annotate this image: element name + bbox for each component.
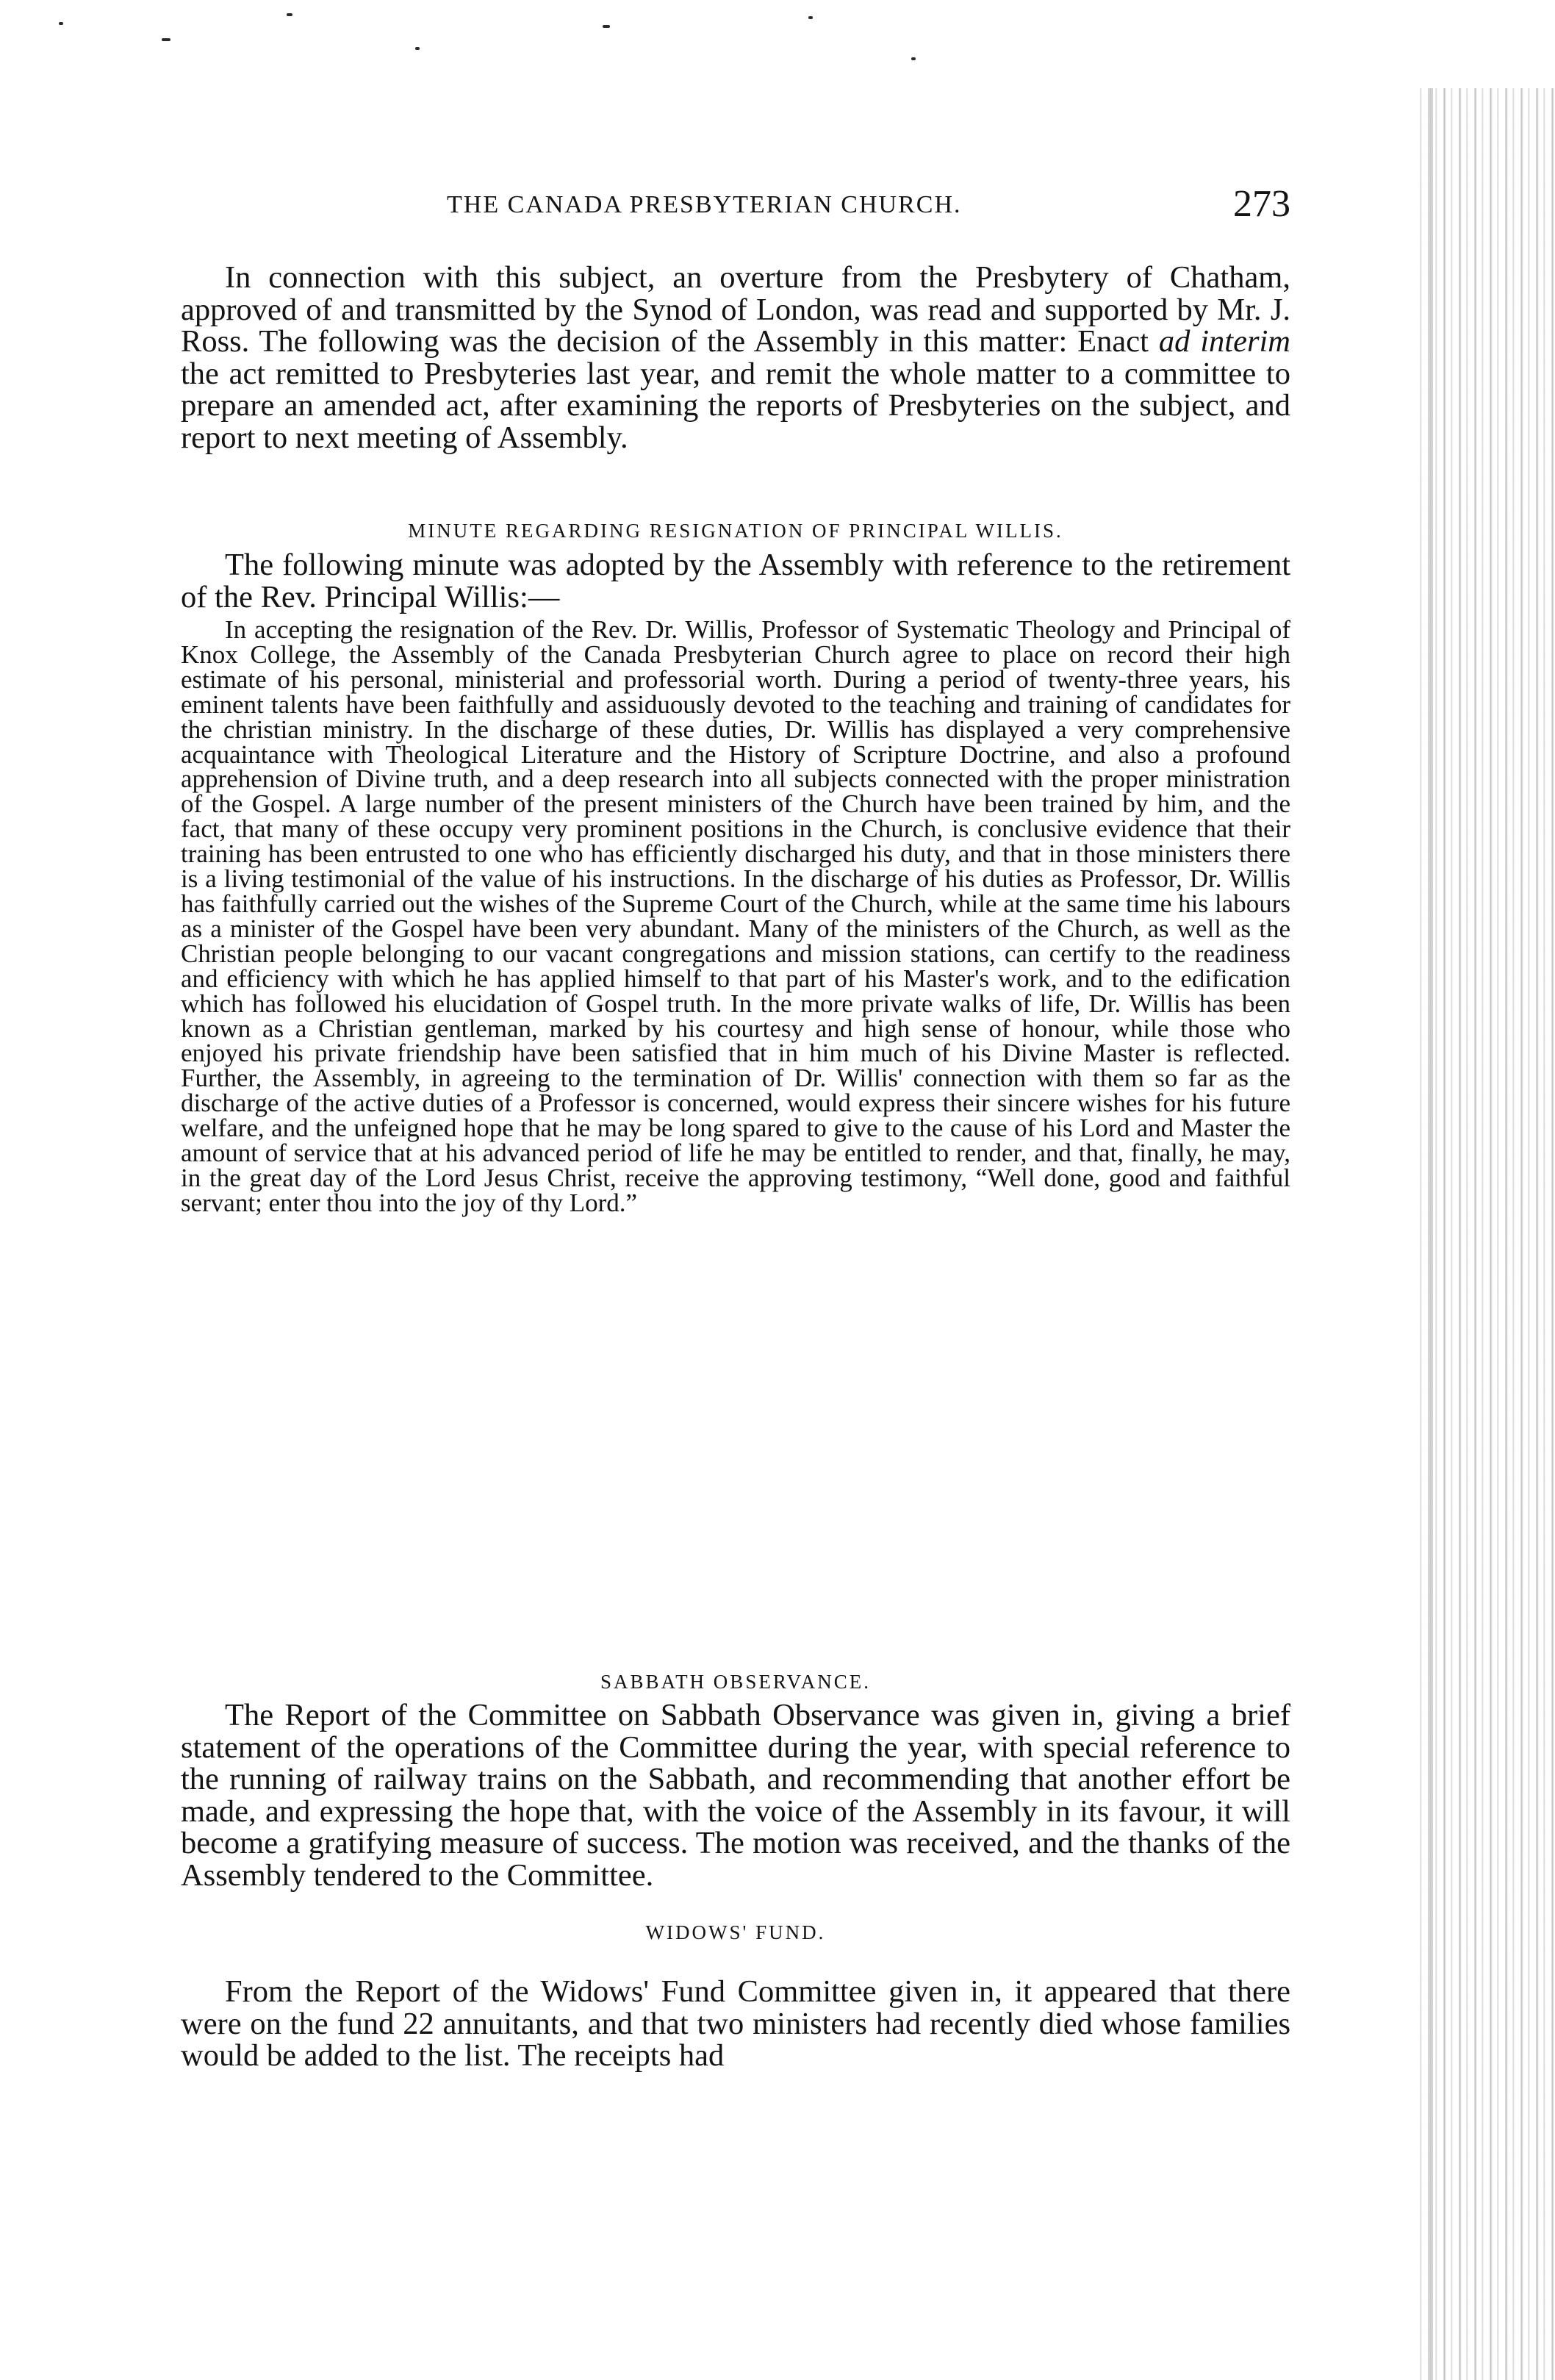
running-title: THE CANADA PRESBYTERIAN CHURCH. <box>447 191 962 218</box>
sabbath-section <box>181 1699 1290 1892</box>
heading-willis: MINUTE REGARDING RESIGNATION OF PRINCIPAL WILLIS. <box>408 520 1063 542</box>
page-number: 273 <box>1233 183 1290 225</box>
heading-sabbath: SABBATH OBSERVANCE. <box>600 1671 871 1693</box>
willis-intro-section <box>181 549 1290 613</box>
widows-section <box>181 1976 1290 2072</box>
overture-section <box>181 262 1290 454</box>
binding-gutter <box>1415 88 1555 2380</box>
willis-minute-section <box>181 617 1290 1216</box>
scan-specks <box>44 0 926 81</box>
sabbath-paragraph: The Report of the Committee on Sabbath Observance was given in, giving a brief statement of the operations of the Committee during the year, with special reference to the running of railway trains on the Sabbath, and recommending that another effort be made, and expressing the hope that, with the voice of the Assembly in its favour, it will become a gratifying measure of success. The motion was received, and the thanks of the Assembly tendered to the Committee. <box>181 1698 1290 1893</box>
overture-paragraph <box>181 262 1290 454</box>
overture-text-end: the act remitted to Presbyteries last year, and remit the whole matter to a committee to prepare an amended act, after examining the reports of Presbyteries on the subject, and report to next meeting of Assembly. <box>181 356 1290 455</box>
latin-phrase: ad interim <box>1158 324 1290 359</box>
page-header <box>181 182 1290 234</box>
willis-intro-paragraph: The following minute was adopted by the Assembly with reference to the retirement of the Rev. Principal Willis:— <box>181 548 1290 614</box>
overture-text-start: In connection with this subject, an overture from the Presbytery of Chatham, approved of and transmitted by the Synod of London, was read and supported by Mr. J. Ross. The following was the decision of the Assembly in this matter: Enact <box>181 260 1290 359</box>
heading-widows: WIDOWS' FUND. <box>645 1921 826 1943</box>
willis-minute-paragraph: In accepting the resignation of the Rev. Dr. Willis, Professor of Systematic Theology and Principal of Knox College, the Assembly of the Canada Presbyterian Church agree to place on record their high estimate of his personal, ministerial and professorial worth. During a period of twenty-three years, his eminent talents have been faithfully and assiduously devoted to the teaching and training of candidates for the christian ministry. In the discharge of these duties, Dr. Willis has displayed a very comprehensive acquaintance with Theological Literature and the History of Scripture Doctrine, and also a profound apprehension of Divine truth, and a deep research into all subjects connected with the proper ministration of the Gospel. A large number of the present ministers of the Church have been trained by him, and the fact, that many of these occupy very prominent positions in the Church, is conclusive evidence that their training has been entrusted to one who has efficiently discharged his duty, and that in those ministers there is a living testimonial of the value of his instructions. In the discharge of his duties as Professor, Dr. Willis has faithfully carried out the wishes of the Supreme Court of the Church, while at the same time his labours as a minister of the Gospel have been very abundant. Many of the ministers of the Church, as well as the Christian people belonging to our vacant congregations and mission stations, can certify to the readiness and efficiency with which he has applied himself to that part of his Master's work, and to the edification which has followed his elucidation of Gospel truth. In the more private walks of life, Dr. Willis has been known as a Christian gentleman, marked by his courtesy and high sense of honour, while those who enjoyed his private friendship have been satisfied that in him much of his Divine Master is reflected. Further, the Assembly, in agreeing to the termination of Dr. Willis' connection with them so far as the discharge of the active duties of a Professor is concerned, would express their sincere wishes for his future welfare, and the unfeigned hope that he may be long spared to give to the cause of his Lord and Master the amount of service that at his advanced period of life he may be entitled to render, and that, finally, he may, in the great day of the Lord Jesus Christ, receive the approving testimony, “Well done, good and faithful servant; enter thou into the joy of thy Lord.” <box>181 615 1290 1217</box>
widows-paragraph: From the Report of the Widows' Fund Committee given in, it appeared that there were on the fund 22 annuitants, and that two ministers had recently died whose families would be added to the list. The receipts had <box>181 1974 1290 2073</box>
